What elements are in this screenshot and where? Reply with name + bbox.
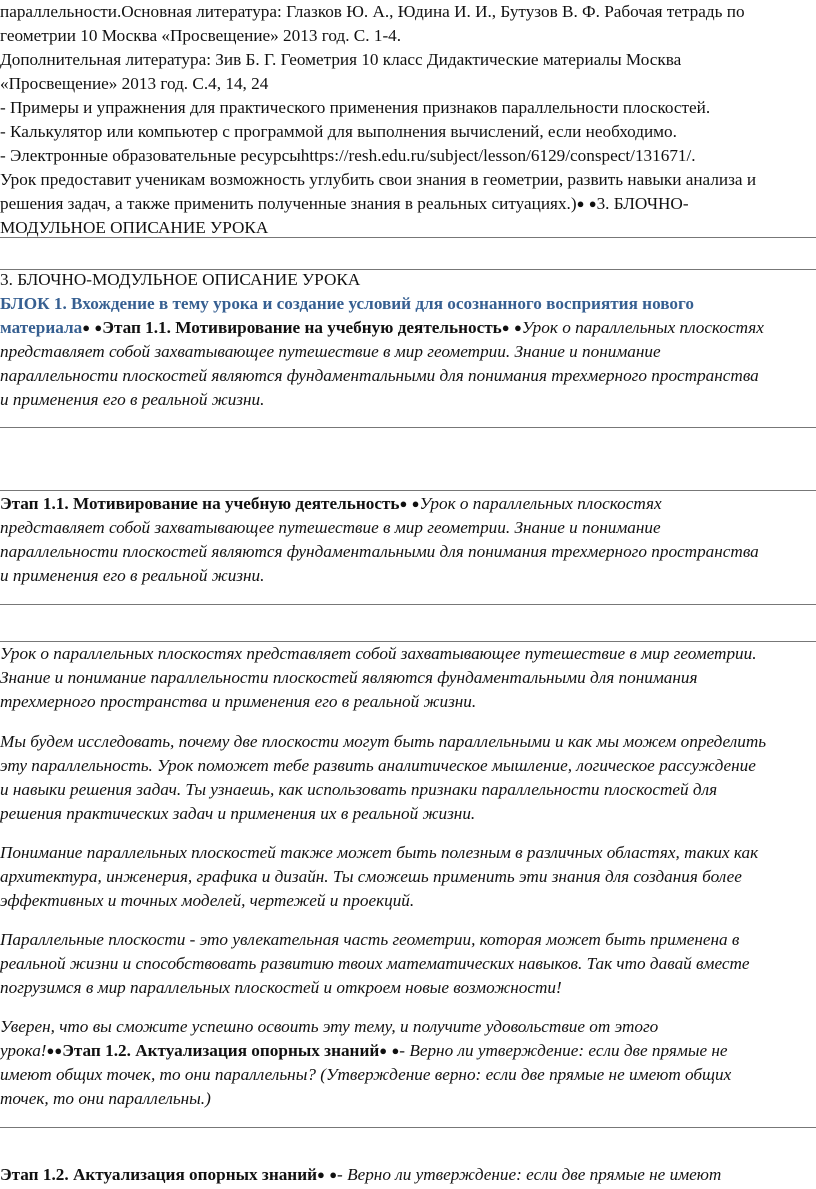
- bullet-icon: ●: [391, 1043, 400, 1058]
- bullet-icon: ●: [501, 320, 510, 335]
- bullet-icon: ●: [329, 1167, 338, 1182]
- section-heading: 3. БЛОЧНО-МОДУЛЬНОЕ ОПИСАНИЕ УРОКА: [0, 270, 361, 289]
- text-segment: решения задач, а также применить полученные знания в реальных ситуациях.): [0, 194, 577, 213]
- text-line: Урок предоставит ученикам возможность углубить свои знания в геометрии, развить навыки анализа и: [0, 170, 757, 189]
- text-line: точек, то они параллельны.): [0, 1089, 211, 1108]
- stage-text: и применения его в реальной жизни.: [0, 566, 265, 585]
- divider: [0, 1127, 816, 1128]
- block-title: БЛОК 1. Вхождение в тему урока и создание условий для осознанного восприятия нового: [0, 294, 694, 313]
- text-line: реальной жизни и способствовать развитию твоих математических навыков. Так что давай вместе: [0, 954, 750, 973]
- text-line: трехмерного пространства и применения его в реальной жизни.: [0, 692, 477, 711]
- stage-text: и применения его в реальной жизни.: [0, 390, 265, 409]
- bullet-icon: ●: [82, 320, 91, 335]
- bullet-icon: ●: [379, 1043, 388, 1058]
- text-line: имеют общих точек, то они параллельны? (Утверждение верно: если две прямые не имеют общих: [0, 1065, 732, 1084]
- bullet-icon: ●: [513, 320, 522, 335]
- paragraph: [0, 1015, 816, 1111]
- text-segment: 3. БЛОЧНО-: [596, 194, 689, 213]
- bullet-icon: ●: [317, 1167, 325, 1182]
- text-line: эту параллельность. Урок поможет тебе развить аналитическое мышление, логическое рассуждение: [0, 756, 756, 775]
- text-line: [0, 316, 816, 340]
- stage-title: Этап 1.1. Мотивирование на учебную деятельность: [0, 494, 400, 513]
- text-line: погрузимся в мир параллельных плоскостей и откроем новые возможности!: [0, 978, 562, 997]
- stage-title: Этап 1.2. Актуализация опорных знаний: [62, 1041, 380, 1060]
- bullet-icon: ●: [94, 320, 103, 335]
- stage-1-2-block: [0, 1163, 816, 1187]
- text-line: Дополнительная литература: Зив Б. Г. Геометрия 10 класс Дидактические материалы Москва: [0, 50, 682, 69]
- text-line: «Просвещение» 2013 год. С.4, 14, 24: [0, 74, 269, 93]
- text-line: эффективных и точных моделей, чертежей и проекций.: [0, 891, 415, 910]
- text-line: архитектура, инженерия, графика и дизайн. Ты сможешь применить эти знания для создания более: [0, 867, 742, 886]
- text-line: Понимание параллельных плоскостей также может быть полезным в различных областях, таких как: [0, 843, 759, 862]
- paragraph: [0, 841, 816, 913]
- block-1-section: [0, 268, 816, 412]
- text-line: и навыки решения задач. Ты узнаешь, как использовать признаки параллельности плоскостей для: [0, 780, 718, 799]
- stage-text: представляет собой захватывающее путешествие в мир геометрии. Знание и понимание: [0, 342, 661, 361]
- bullet-icon: ●: [54, 1043, 63, 1058]
- stage-text: - Верно ли утверждение: если две прямые не имеют: [337, 1165, 722, 1184]
- text-line: Параллельные плоскости - это увлекательная часть геометрии, которая может быть применена в: [0, 930, 740, 949]
- text-line: [0, 192, 816, 216]
- paragraph: [0, 928, 816, 1000]
- text-line: геометрии 10 Москва «Просвещение» 2013 год. С. 1-4.: [0, 26, 402, 45]
- stage-1-1-block: [0, 492, 816, 588]
- text-line: параллельности.Основная литература: Глазков Ю. А., Юдина И. И., Бутузов В. Ф. Рабочая тетрадь по: [0, 2, 745, 21]
- text-line: - Примеры и упражнения для практического применения признаков параллельности плоскостей.: [0, 98, 711, 117]
- text-line: Мы будем исследовать, почему две плоскости могут быть параллельными и как мы можем определить: [0, 732, 767, 751]
- text-line: [0, 1039, 816, 1063]
- text-line: решения практических задач и применения их в реальной жизни.: [0, 804, 476, 823]
- stage-title: Этап 1.2. Актуализация опорных знаний: [0, 1165, 318, 1184]
- bullet-icon: ●: [411, 496, 420, 511]
- divider: [0, 604, 816, 605]
- literature-block: [0, 0, 816, 240]
- text-line: - Калькулятор или компьютер с программой для выполнения вычислений, если необходимо.: [0, 122, 677, 141]
- divider: [0, 490, 816, 491]
- stage-text: Урок о параллельных плоскостях: [521, 318, 764, 337]
- stage-text: представляет собой захватывающее путешествие в мир геометрии. Знание и понимание: [0, 518, 661, 537]
- text-line: МОДУЛЬНОЕ ОПИСАНИЕ УРОКА: [0, 218, 269, 237]
- paragraph: [0, 642, 816, 714]
- text-line: Знание и понимание параллельности плоскостей являются фундаментальными для понимания: [0, 668, 698, 687]
- text-segment: урока!: [0, 1041, 47, 1060]
- bullet-icon: ●: [46, 1043, 55, 1058]
- text-line: [0, 492, 816, 516]
- bullet-icon: ●: [399, 496, 408, 511]
- stage-title: Этап 1.1. Мотивирование на учебную деятельность: [102, 318, 502, 337]
- stage-text: параллельности плоскостей являются фундаментальными для понимания трехмерного пространства: [0, 366, 759, 385]
- text-line: [0, 1163, 816, 1187]
- paragraph: [0, 730, 816, 826]
- text-line: - Электронные образовательные ресурсыhttps://resh.edu.ru/subject/lesson/6129/conspect/131671/.: [0, 146, 696, 165]
- bullet-icon: ●: [588, 196, 597, 211]
- stage-text: параллельности плоскостей являются фундаментальными для понимания трехмерного пространства: [0, 542, 759, 561]
- text-line: Урок о параллельных плоскостях представляет собой захватывающее путешествие в мир геометрии.: [0, 644, 757, 663]
- text-line: Уверен, что вы сможите успешно освоить эту тему, и получите удовольствие от этого: [0, 1017, 659, 1036]
- stage-text: - Верно ли утверждение: если две прямые не: [399, 1041, 728, 1060]
- bullet-icon: ●: [576, 196, 585, 211]
- block-title: материала: [0, 318, 83, 337]
- divider: [0, 237, 816, 238]
- stage-text: Урок о параллельных плоскостях: [419, 494, 662, 513]
- divider: [0, 427, 816, 428]
